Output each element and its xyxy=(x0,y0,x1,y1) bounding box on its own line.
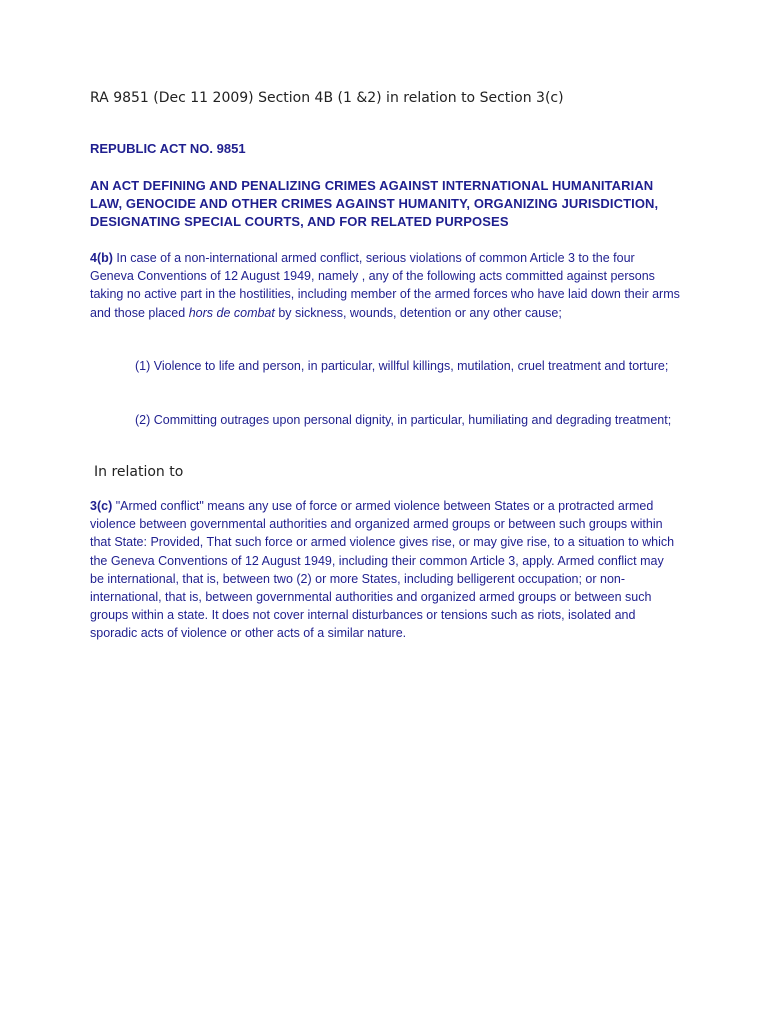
section-4b-label: 4(b) xyxy=(90,251,113,265)
section-4b-text-end: by sickness, wounds, detention or any other cause; xyxy=(274,305,562,320)
section-4b-item-1: (1) Violence to life and person, in particular, willful killings, mutilation, cruel treatment and torture; xyxy=(135,359,669,373)
section-4b-italic-term: hors de combat xyxy=(188,305,275,320)
section-3c-text: "Armed conflict" means any use of force or armed violence between States or a protracted armed violence between governmental authorities and organized armed groups or between such groups within that State: Provided, That such force or armed violence gives rise, or may give rise, to a situation to which the Geneva Conventions of 12 August 1949, including their common Article 3, apply. Armed conflict may be international, that is, between two (2) or more States, including belligerent occupation; or non-international, that is, between governmental authorities and organized armed groups or between such groups within a state. It does not cover internal disturbances or tensions such as riots, isolated and sporadic acts of violence or other acts of a similar nature. xyxy=(90,499,675,641)
section-3c-paragraph xyxy=(90,497,680,643)
act-title-heading: AN ACT DEFINING AND PENALIZING CRIMES AGAINST INTERNATIONAL HUMANITARIAN LAW, GENOCIDE AND OTHER CRIMES AGAINST HUMANITY, ORGANIZING JURISDICTION, DESIGNATING SPECIAL COURTS, AND FOR RELATED PURPOSES xyxy=(90,178,659,229)
section-4b-text-start: In case of a non-international armed conflict, serious violations of common Article 3 to the four Geneva Conventions of 12 August 1949, namely , any of the following acts committed against persons taking no active part in the hostilities, including member of the armed forces who have laid down their arms and those placed xyxy=(90,251,680,320)
section-4b-paragraph xyxy=(90,249,680,322)
section-3c-label: 3(c) xyxy=(90,499,113,513)
reference-line: RA 9851 (Dec 11 2009) Section 4B (1 &2) in relation to Section 3(c) xyxy=(90,90,564,106)
in-relation-to-label: In relation to xyxy=(94,464,184,480)
section-4b-item-2: (2) Committing outrages upon personal dignity, in particular, humiliating and degrading treatment; xyxy=(135,413,672,427)
act-number-heading: REPUBLIC ACT NO. 9851 xyxy=(90,141,246,156)
